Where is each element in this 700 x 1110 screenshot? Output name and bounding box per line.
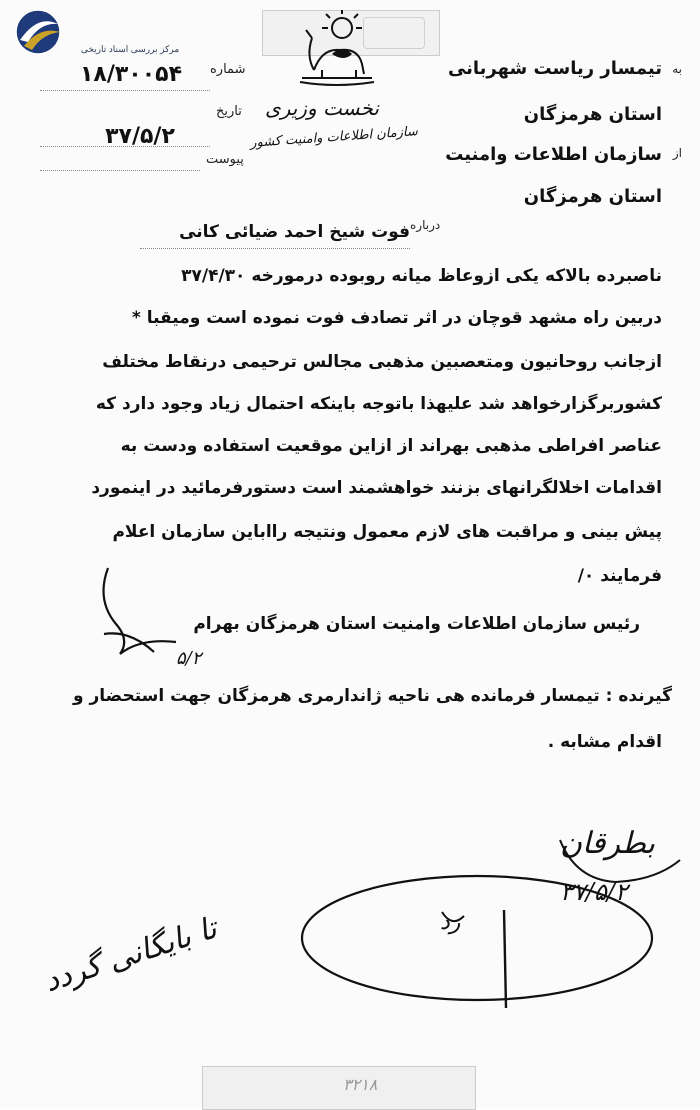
initial-mark: ۵/۲: [176, 648, 202, 669]
from-prefix: از: [672, 146, 682, 160]
left-handwritten-note: تا بایگانی گردد: [40, 910, 222, 1000]
archive-center-logo-icon: [10, 6, 66, 62]
body-line: کشوربرگزارخواهد شد علیهذا باتوجه باینکه احتمال زیاد وجود دارد که: [95, 394, 662, 414]
watermark-text: مرکز بررسی اسناد تاریخی: [80, 44, 180, 54]
to-line-1: تیمسار ریاست شهربانی: [447, 58, 662, 79]
attachment-underline: [40, 170, 200, 171]
bottom-stamp-text: ۳۲۱۸: [343, 1075, 378, 1094]
body-line: عناصر افراطی مذهبی بهراند از ازاین موقعیت استفاده ودست به: [120, 436, 662, 456]
cc-line-1: گیرنده : تیمسار فرمانده هی ناحیه ژاندارمری هرمزگان جهت استحضار و: [73, 686, 672, 706]
to-prefix: به: [672, 62, 682, 76]
from-line-1: سازمان اطلاعات وامنیت: [445, 144, 662, 165]
cc-line-2: اقدام مشابه .: [547, 732, 662, 752]
date-label: تاریخ: [216, 104, 242, 119]
date-handwritten: ۳۷/۵/۲: [560, 878, 628, 906]
number-value: ۱۸/۳۰۰۵۴: [79, 62, 183, 87]
subject-label: درباره: [410, 218, 441, 232]
to-line-2: استان هرمزگان: [523, 104, 662, 125]
signature-block: رئیس سازمان اطلاعات وامنیت استان هرمزگان بهرام: [193, 614, 640, 634]
attachment-label: پیوست: [206, 152, 244, 167]
right-handwritten-note: بطرقان: [560, 826, 656, 861]
date-underline: [40, 146, 210, 147]
organization-title: سازمان اطلاعات وامنیت کشور: [249, 124, 419, 151]
body-line: دربین راه مشهد قوچان در اثر تصادف فوت نموده است ومیقبا *: [131, 308, 662, 328]
bottom-stamp-box: [202, 1066, 476, 1110]
body-line: اقدامات اخلالگرانهای بزنند خواهشمند است دستورفرمائید در اینمورد: [91, 478, 662, 498]
ministry-title: نخست وزیری: [265, 96, 379, 120]
from-line-2: استان هرمزگان: [523, 186, 662, 207]
emblem: [292, 8, 380, 88]
body-line: پیش بینی و مراقبت های لازم معمول ونتیجه رااباین سازمان اعلام: [112, 522, 662, 542]
number-underline: [40, 90, 210, 91]
date-value: ۳۷/۵/۲: [105, 124, 175, 149]
circle-mark-text: رد: [440, 910, 461, 935]
lion-and-sun-icon: [292, 8, 380, 88]
body-line: ناصبرده بالاکه یکی ازوعاظ میانه روبوده درمورخه ۳۷/۴/۳۰: [181, 266, 662, 286]
number-label: شماره: [210, 62, 246, 77]
body-line: فرمایند ٠/: [577, 566, 662, 586]
body-line: ازجانب روحانیون ومتعصبین مذهبی مجالس ترحیمی درنقاط مختلف: [102, 352, 662, 372]
subject-text: فوت شیخ احمد ضیائی کانی: [179, 222, 410, 242]
subject-underline: [140, 248, 410, 249]
watermark-logo: [10, 6, 66, 62]
